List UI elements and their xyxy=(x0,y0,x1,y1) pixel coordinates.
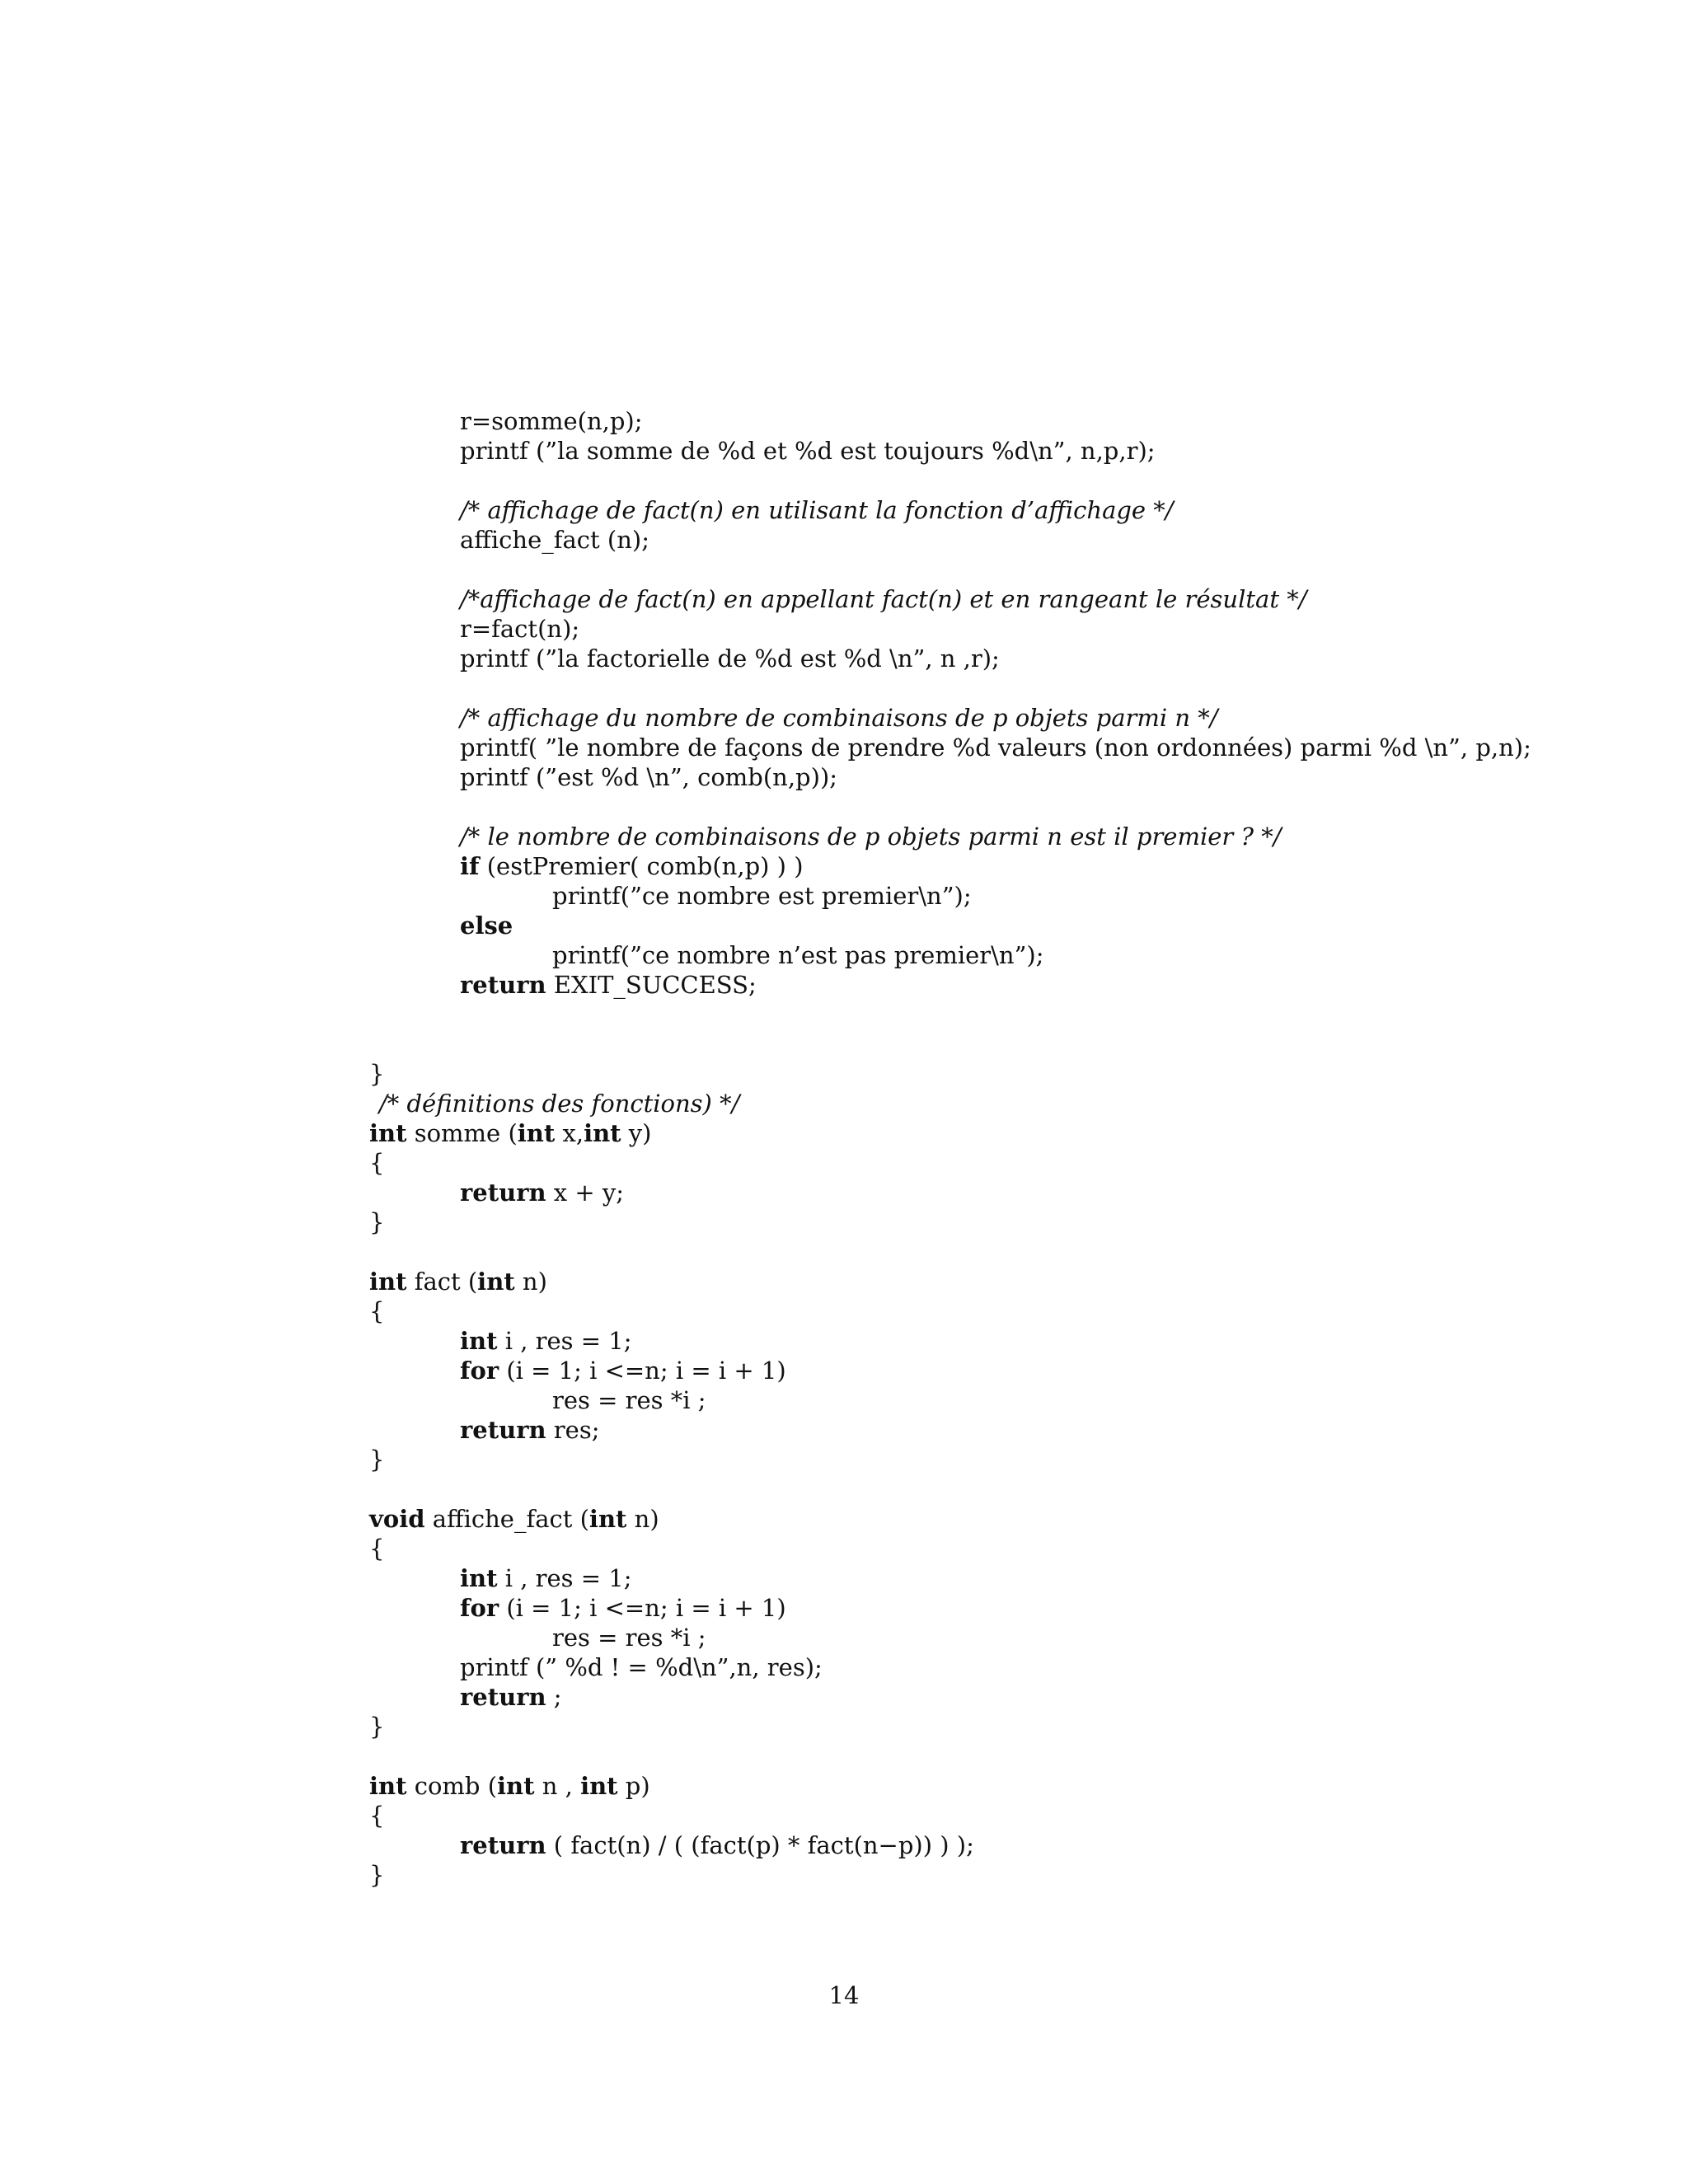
code-open-brace: { xyxy=(369,1149,385,1177)
code-line-somme-call: r=somme(n,p); xyxy=(460,407,643,435)
code-line-return-main xyxy=(460,970,757,1000)
code-line-return-comb xyxy=(460,1830,974,1860)
keyword-return: return xyxy=(460,1831,546,1859)
code-open-brace: { xyxy=(369,1802,385,1830)
keyword-int: int xyxy=(460,1327,498,1355)
keyword-int: int xyxy=(584,1119,621,1147)
sig-text: affiche_fact ( xyxy=(424,1505,589,1533)
code-line-return-fact xyxy=(460,1415,599,1445)
return-expr: res; xyxy=(546,1416,600,1444)
code-sig-somme xyxy=(369,1118,651,1148)
code-line-for xyxy=(460,1593,786,1623)
sig-text: n) xyxy=(626,1505,659,1533)
code-open-brace: { xyxy=(369,1297,385,1325)
code-open-brace: { xyxy=(369,1535,385,1563)
code-sig-comb xyxy=(369,1771,650,1801)
code-line-printf-somme: printf (”la somme de %d et %d est toujours %d\n”, n,p,r); xyxy=(460,437,1156,465)
sig-text: n) xyxy=(514,1268,547,1296)
code-close-brace-main: } xyxy=(369,1060,385,1088)
code-line-printf-comb: printf (”est %d \n”, comb(n,p)); xyxy=(460,763,838,791)
return-expr: ; xyxy=(546,1683,562,1711)
keyword-return: return xyxy=(460,1683,546,1711)
keyword-void: void xyxy=(369,1505,425,1533)
keyword-int: int xyxy=(580,1772,618,1800)
code-line-return-affiche xyxy=(460,1682,562,1712)
code-comment-rangeant: /*affichage de fact(n) en appellant fact(n) et en rangeant le résultat */ xyxy=(460,585,1307,613)
sig-text: fact ( xyxy=(406,1268,478,1296)
keyword-int: int xyxy=(517,1119,556,1147)
code-line-decl xyxy=(460,1563,632,1593)
sig-text: x, xyxy=(555,1119,584,1147)
code-line-decl xyxy=(460,1326,632,1356)
sig-text: comb ( xyxy=(406,1772,498,1800)
code-line-return-somme xyxy=(460,1178,624,1207)
page-number: 14 xyxy=(828,1981,860,2009)
keyword-int: int xyxy=(588,1505,627,1533)
keyword-return: return xyxy=(460,971,546,999)
code-line-printf-facons: printf( ”le nombre de façons de prendre %d valeurs (non ordonnées) parmi %d \n”, p,n); xyxy=(460,733,1531,762)
code-line-printf-pas-premier: printf(”ce nombre n’est pas premier\n”); xyxy=(552,941,1044,969)
code-sig-fact xyxy=(369,1267,547,1296)
keyword-int: int xyxy=(497,1772,535,1800)
keyword-return: return xyxy=(460,1179,546,1207)
sig-text: somme ( xyxy=(406,1119,518,1147)
code-sig-affiche-fact xyxy=(369,1504,659,1534)
keyword-if: if xyxy=(460,852,480,880)
if-condition: (estPremier( comb(n,p) ) ) xyxy=(479,852,804,880)
code-close-brace: } xyxy=(369,1713,385,1741)
sig-text: p) xyxy=(617,1772,650,1800)
keyword-else: else xyxy=(460,912,513,940)
keyword-int: int xyxy=(369,1268,407,1296)
decl-text: i , res = 1; xyxy=(497,1327,632,1355)
code-comment-affiche: /* affichage de fact(n) en utilisant la fonction d’affichage */ xyxy=(460,496,1174,524)
decl-text: i , res = 1; xyxy=(497,1564,632,1592)
keyword-return: return xyxy=(460,1416,546,1444)
keyword-int: int xyxy=(369,1772,407,1800)
return-expr: x + y; xyxy=(546,1179,625,1207)
for-text: (i = 1; i <=n; i = i + 1) xyxy=(499,1594,786,1622)
code-comment-definitions: /* définitions des fonctions) */ xyxy=(379,1090,740,1118)
code-line-printf-affiche: printf (” %d ! = %d\n”,n, res); xyxy=(460,1653,823,1681)
code-line-printf-fact: printf (”la factorielle de %d est %d \n”, n ,r); xyxy=(460,644,1000,673)
code-close-brace: } xyxy=(369,1208,385,1236)
code-comment-premier: /* le nombre de combinaisons de p objets parmi n est il premier ? */ xyxy=(460,823,1282,851)
keyword-int: int xyxy=(369,1119,407,1147)
code-line-affiche-call: affiche_fact (n); xyxy=(460,526,649,554)
code-close-brace: } xyxy=(369,1446,385,1474)
return-expr: ( fact(n) / ( (fact(p) * fact(n−p)) ) ); xyxy=(546,1831,974,1859)
sig-text: y) xyxy=(621,1119,652,1147)
code-close-brace: } xyxy=(369,1861,385,1889)
code-line-fact-call: r=fact(n); xyxy=(460,615,580,643)
keyword-int: int xyxy=(477,1268,515,1296)
code-line-for xyxy=(460,1356,786,1385)
keyword-for: for xyxy=(460,1594,499,1622)
for-text: (i = 1; i <=n; i = i + 1) xyxy=(499,1357,786,1385)
return-value: EXIT_SUCCESS; xyxy=(546,971,757,999)
code-comment-combinaisons: /* affichage du nombre de combinaisons de p objets parmi n */ xyxy=(460,704,1218,732)
code-line-loop-body: res = res *i ; xyxy=(552,1386,706,1414)
keyword-for: for xyxy=(460,1357,499,1385)
code-line-loop-body: res = res *i ; xyxy=(552,1624,706,1652)
code-line-printf-premier: printf(”ce nombre est premier\n”); xyxy=(552,882,972,910)
sig-text: n , xyxy=(534,1772,581,1800)
code-line-if xyxy=(460,851,804,881)
keyword-int: int xyxy=(460,1564,498,1592)
